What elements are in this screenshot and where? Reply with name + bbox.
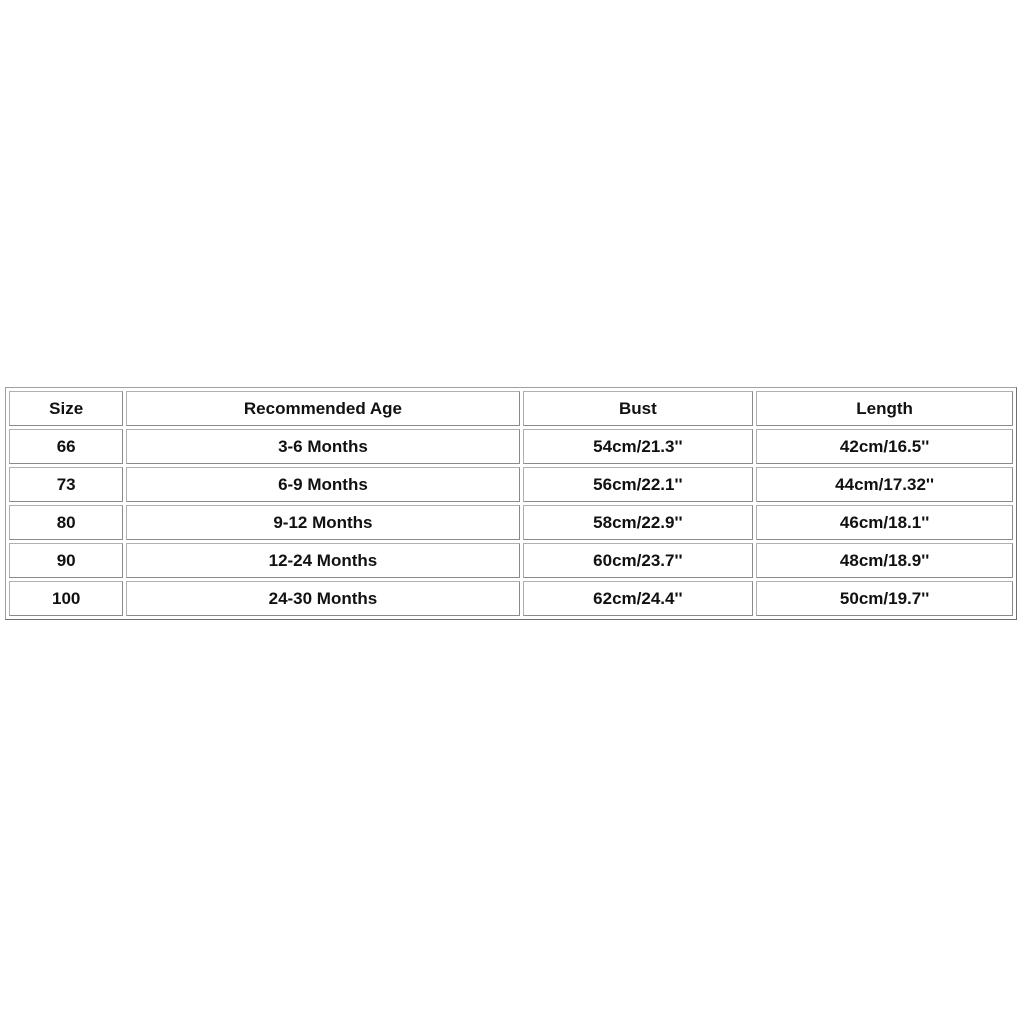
- cell-bust: 62cm/24.4'': [523, 581, 754, 616]
- cell-size: 100: [9, 581, 123, 616]
- cell-bust: 54cm/21.3'': [523, 429, 754, 464]
- cell-length: 50cm/19.7'': [756, 581, 1013, 616]
- cell-size: 80: [9, 505, 123, 540]
- cell-size: 66: [9, 429, 123, 464]
- table-row: [9, 429, 1013, 464]
- cell-recommended-age: 3-6 Months: [126, 429, 519, 464]
- header-length: Length: [756, 391, 1013, 426]
- cell-length: 46cm/18.1'': [756, 505, 1013, 540]
- cell-recommended-age: 9-12 Months: [126, 505, 519, 540]
- table-row: [9, 505, 1013, 540]
- cell-length: 44cm/17.32'': [756, 467, 1013, 502]
- header-recommended-age: Recommended Age: [126, 391, 519, 426]
- cell-length: 42cm/16.5'': [756, 429, 1013, 464]
- cell-bust: 56cm/22.1'': [523, 467, 754, 502]
- cell-recommended-age: 24-30 Months: [126, 581, 519, 616]
- table-row: [9, 467, 1013, 502]
- table-header-row: [9, 391, 1013, 426]
- cell-size: 73: [9, 467, 123, 502]
- cell-recommended-age: 12-24 Months: [126, 543, 519, 578]
- table-row: [9, 581, 1013, 616]
- cell-length: 48cm/18.9'': [756, 543, 1013, 578]
- header-bust: Bust: [523, 391, 754, 426]
- size-chart-table: [5, 387, 1017, 620]
- table-row: [9, 543, 1013, 578]
- cell-bust: 60cm/23.7'': [523, 543, 754, 578]
- cell-bust: 58cm/22.9'': [523, 505, 754, 540]
- header-size: Size: [9, 391, 123, 426]
- cell-size: 90: [9, 543, 123, 578]
- cell-recommended-age: 6-9 Months: [126, 467, 519, 502]
